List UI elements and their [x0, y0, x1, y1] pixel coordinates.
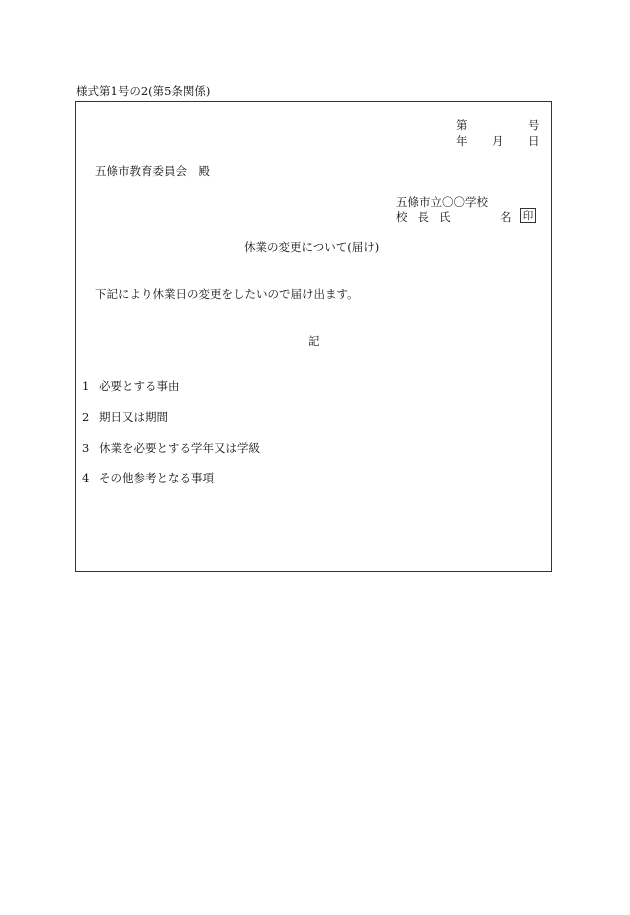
name-label: 名	[500, 210, 512, 224]
list-item	[82, 379, 180, 393]
document-title: 休業の変更について(届け)	[244, 240, 380, 254]
body-text: 下記により休業日の変更をしたいので届け出ます。	[95, 287, 359, 301]
item-number: 2	[82, 410, 90, 424]
school-name: 五條市立〇〇学校	[396, 195, 488, 209]
item-text: その他参考となる事項	[99, 471, 214, 485]
item-number: 1	[82, 379, 90, 393]
principal-char-1: 校	[396, 210, 408, 224]
date-month-label: 月	[492, 134, 504, 148]
item-text: 期日又は期間	[99, 410, 168, 424]
principal-char-2: 長	[417, 210, 429, 224]
addressee: 五條市教育委員会 殿	[95, 164, 210, 178]
item-text: 休業を必要とする学年又は学級	[99, 441, 260, 455]
item-number: 4	[82, 471, 90, 485]
principal-label	[396, 210, 451, 224]
item-text: 必要とする事由	[99, 379, 180, 393]
doc-number-suffix: 号	[528, 118, 540, 132]
item-number: 3	[82, 441, 90, 455]
doc-number-prefix: 第	[456, 118, 468, 132]
seal-box: 印	[520, 208, 536, 223]
list-item	[82, 471, 214, 485]
principal-char-3: 氏	[439, 210, 451, 224]
ki-heading: 記	[308, 334, 320, 348]
list-item	[82, 441, 260, 455]
date-year-label: 年	[456, 134, 468, 148]
list-item	[82, 410, 168, 424]
form-label: 様式第1号の2(第5条関係)	[76, 84, 211, 98]
date-day-label: 日	[528, 134, 540, 148]
